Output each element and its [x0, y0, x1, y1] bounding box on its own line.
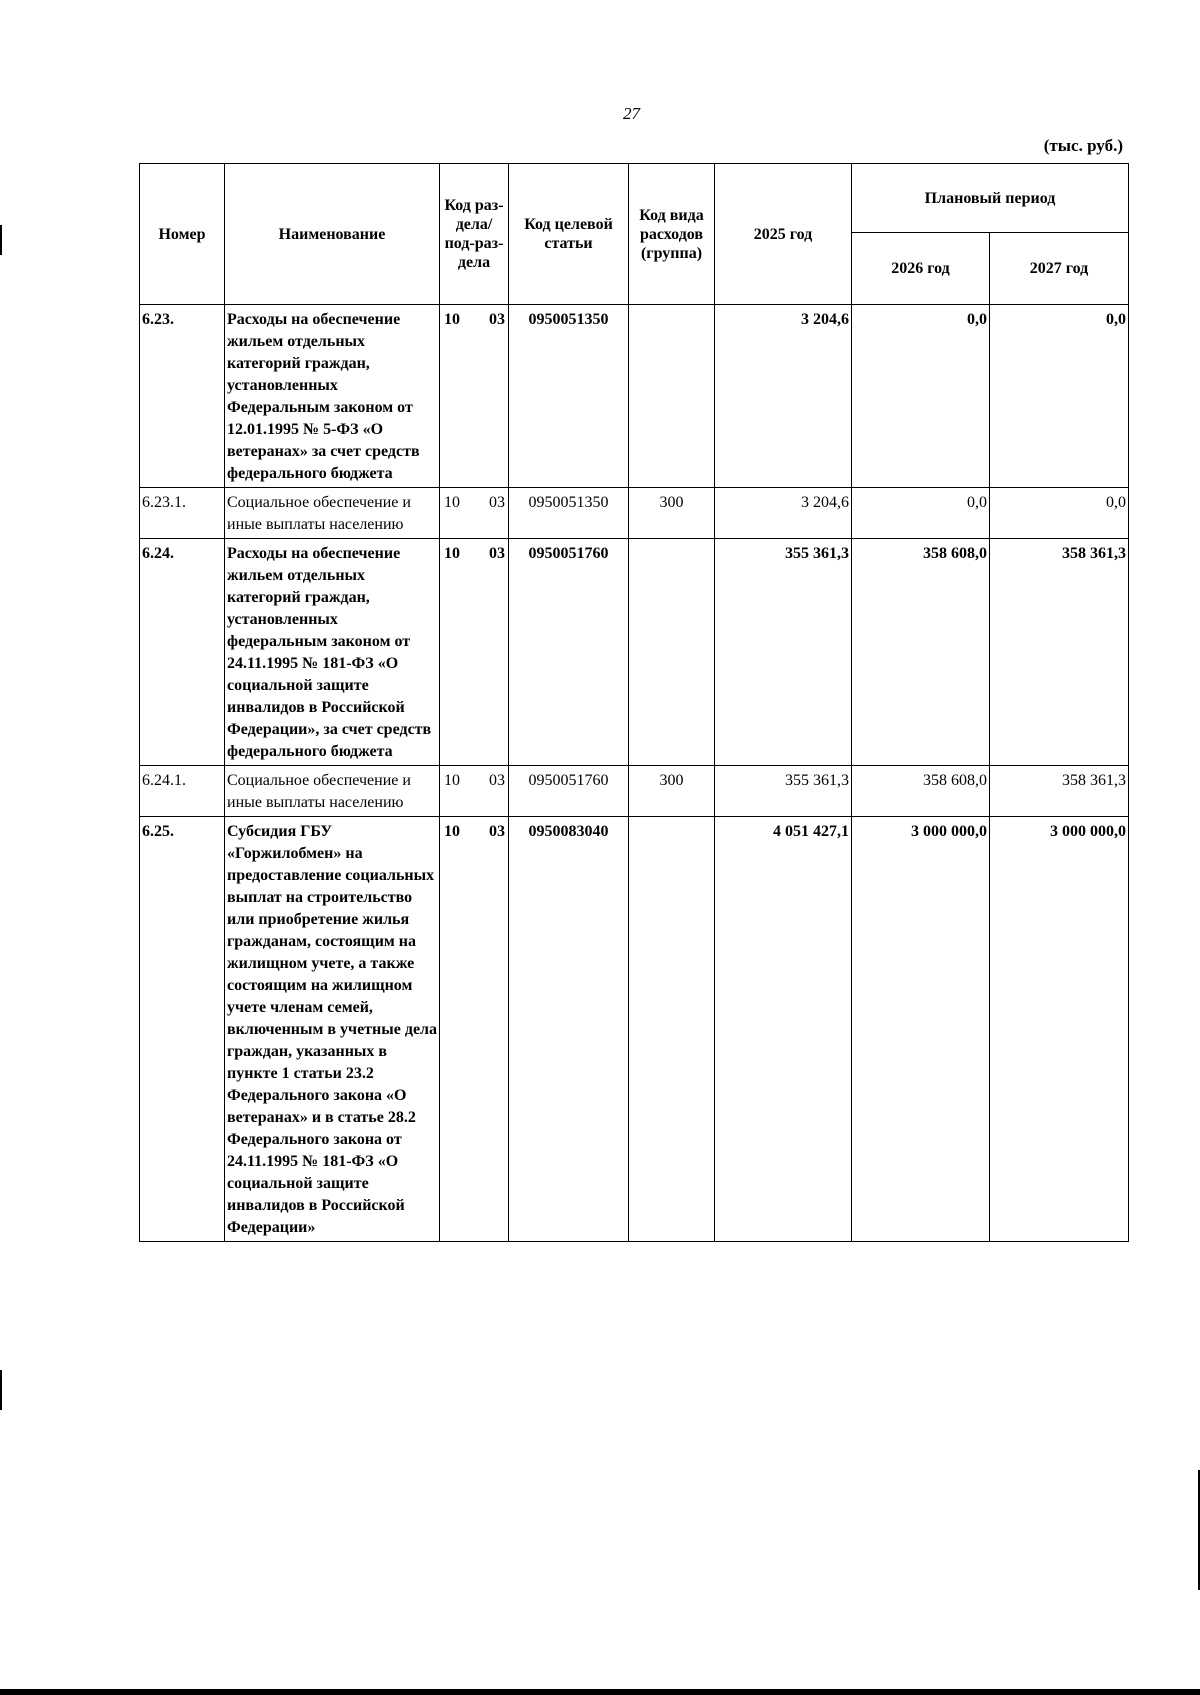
row-2026: 358 608,0	[852, 766, 990, 817]
row-subsection-code: 03	[489, 494, 505, 511]
row-section-code: 10	[444, 772, 460, 789]
row-target: 0950051760	[509, 539, 629, 766]
table-row	[140, 305, 1129, 488]
header-2025: 2025 год	[715, 164, 852, 305]
row-name: Расходы на обеспечение жильем отдельных категорий граждан, установленных Федеральным законом от 12.01.1995 № 5-ФЗ «О ветеранах» за счет средств федерального бюджета	[225, 305, 440, 488]
row-section-code: 10	[444, 545, 460, 562]
header-name: Наименование	[225, 164, 440, 305]
row-section-code: 10	[444, 494, 460, 511]
row-number: 6.25.	[140, 817, 225, 1242]
row-number: 6.23.	[140, 305, 225, 488]
row-subsection-code: 03	[489, 772, 505, 789]
table-row	[140, 488, 1129, 539]
row-subsection-code: 03	[489, 545, 505, 562]
header-target: Код целевой статьи	[509, 164, 629, 305]
header-planned: Плановый период	[852, 164, 1129, 233]
row-2026: 0,0	[852, 488, 990, 539]
row-section	[440, 305, 509, 488]
scan-edge-mark	[0, 1370, 2, 1410]
row-group: 300	[629, 488, 715, 539]
row-target: 0950051350	[509, 305, 629, 488]
row-2025: 3 204,6	[715, 305, 852, 488]
row-2026: 358 608,0	[852, 539, 990, 766]
units-label: (тыс. руб.)	[1043, 136, 1123, 155]
row-section	[440, 817, 509, 1242]
row-target: 0950083040	[509, 817, 629, 1242]
row-subsection-code: 03	[489, 823, 505, 840]
row-2025: 3 204,6	[715, 488, 852, 539]
header-group: Код вида расходов (группа)	[629, 164, 715, 305]
row-section-code: 10	[444, 311, 460, 328]
header-number: Номер	[140, 164, 225, 305]
header-2027: 2027 год	[990, 233, 1129, 305]
row-2027: 0,0	[990, 488, 1129, 539]
table-row	[140, 766, 1129, 817]
row-name: Расходы на обеспечение жильем отдельных категорий граждан, установленных федеральным законом от 24.11.1995 № 181-ФЗ «О социальной защите инвалидов в Российской Федерации», за счет средств федерального бюджета	[225, 539, 440, 766]
row-2027: 358 361,3	[990, 539, 1129, 766]
table-row	[140, 817, 1129, 1242]
row-2026: 0,0	[852, 305, 990, 488]
row-2025: 4 051 427,1	[715, 817, 852, 1242]
row-subsection-code: 03	[489, 311, 505, 328]
row-2025: 355 361,3	[715, 766, 852, 817]
header-section: Код раз-дела/ под-раз-дела	[440, 164, 509, 305]
row-2025: 355 361,3	[715, 539, 852, 766]
row-name: Субсидия ГБУ «Горжилобмен» на предоставление социальных выплат на строительство или приобретение жилья гражданам, состоящим на жилищном учете, а также состоящим на жилищном учете членам семей, включенным в учетные дела граждан, указанных в пункте 1 статьи 23.2 Федерального закона «О ветеранах» и в статье 28.2 Федерального закона от 24.11.1995 № 181-ФЗ «О социальной защите инвалидов в Российской Федерации»	[225, 817, 440, 1242]
row-number: 6.23.1.	[140, 488, 225, 539]
row-section	[440, 766, 509, 817]
row-number: 6.24.1.	[140, 766, 225, 817]
scan-bottom-border	[0, 1689, 1200, 1695]
row-group	[629, 817, 715, 1242]
header-row	[140, 164, 1129, 233]
row-2027: 3 000 000,0	[990, 817, 1129, 1242]
row-number: 6.24.	[140, 539, 225, 766]
header-2026: 2026 год	[852, 233, 990, 305]
page-number: 27	[623, 104, 640, 123]
row-group	[629, 305, 715, 488]
row-target: 0950051760	[509, 766, 629, 817]
row-2027: 358 361,3	[990, 766, 1129, 817]
row-section	[440, 488, 509, 539]
scan-edge-mark	[0, 225, 2, 255]
row-name: Социальное обеспечение и иные выплаты населению	[225, 488, 440, 539]
row-2027: 0,0	[990, 305, 1129, 488]
row-target: 0950051350	[509, 488, 629, 539]
table-row	[140, 539, 1129, 766]
row-section	[440, 539, 509, 766]
budget-table	[139, 163, 1129, 1242]
row-name: Социальное обеспечение и иные выплаты населению	[225, 766, 440, 817]
row-2026: 3 000 000,0	[852, 817, 990, 1242]
row-group	[629, 539, 715, 766]
row-group: 300	[629, 766, 715, 817]
row-section-code: 10	[444, 823, 460, 840]
